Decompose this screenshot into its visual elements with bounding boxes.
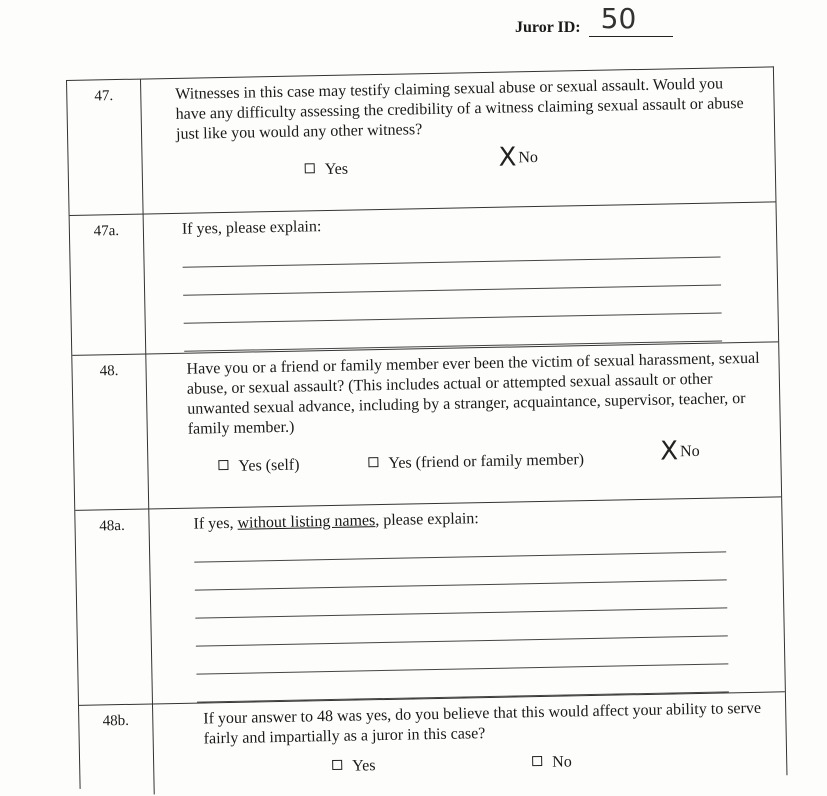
checkbox-icon[interactable] <box>218 460 228 470</box>
checkbox-icon[interactable] <box>368 457 378 467</box>
question-47-row <box>67 67 775 216</box>
question-47a-row <box>70 202 779 356</box>
question-number: 47a. <box>70 215 147 355</box>
juror-id-field[interactable] <box>589 2 673 37</box>
q48-yes-friend-option[interactable]: Yes (friend or family member) <box>368 450 584 474</box>
juror-id-value: 50 <box>600 2 637 35</box>
q47-yes-option[interactable]: Yes <box>305 160 349 181</box>
juror-id-header <box>515 2 673 37</box>
question-text: If yes, without listing names, please explain: <box>193 510 479 533</box>
juror-id-label: Juror ID: <box>515 19 581 36</box>
q48-no-option[interactable]: XNo <box>659 436 700 467</box>
question-48a-row <box>75 497 785 706</box>
checkbox-icon[interactable] <box>305 163 315 173</box>
q48b-no-option[interactable]: No <box>532 752 572 773</box>
question-48-row <box>72 342 781 511</box>
q48-yes-self-option[interactable]: Yes (self) <box>218 456 299 478</box>
question-text: If your answer to 48 was yes, do you believe that this would affect your ability to serve fairly and impartially as a juror in this case? <box>203 699 762 748</box>
q48b-yes-option[interactable]: Yes <box>332 756 376 777</box>
question-text: Have you or a friend or family member ever been the victim of sexual harassment, sexual abuse, or sexual assault? (This includes actual or attempted sexual assault or other unwanted sexual advance, including by a stranger, acquaintance, supervisor, teacher, or family member.) <box>186 349 760 438</box>
question-number: 48a. <box>75 509 153 704</box>
question-number: 48b. <box>79 704 155 795</box>
question-text: If yes, please explain: <box>181 218 322 238</box>
checkbox-icon[interactable] <box>332 760 342 770</box>
question-48b-row <box>79 692 787 796</box>
x-mark-icon[interactable]: X <box>659 436 679 467</box>
question-number: 47. <box>67 80 144 215</box>
questionnaire-table <box>66 66 787 788</box>
question-number: 48. <box>72 355 149 510</box>
q47-no-option[interactable]: XNo <box>498 142 539 173</box>
x-mark-icon[interactable]: X <box>498 142 517 173</box>
question-text: Witnesses in this case may testify claiming sexual abuse or sexual assault. Would you have any difficulty assessing the credibility of a witness claiming sexual assault or abuse just like you would any other witness? <box>175 75 744 143</box>
checkbox-icon[interactable] <box>532 756 542 766</box>
